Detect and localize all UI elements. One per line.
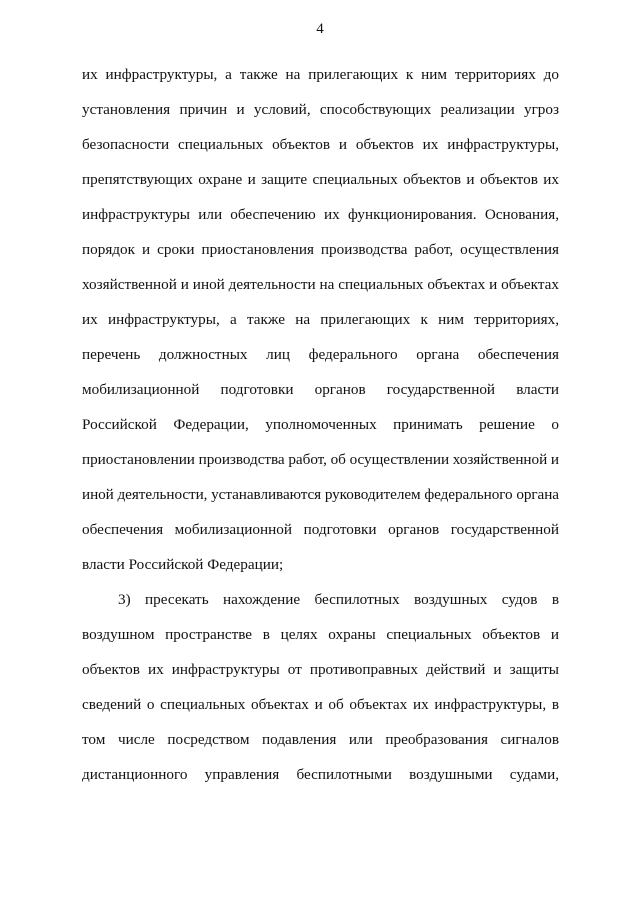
text-line: дистанционного управления беспилотными воздушными судами, (82, 766, 559, 783)
page-number: 4 (316, 21, 324, 37)
text-line: приостановлении производства работ, об осуществлении хозяйственной и (82, 451, 559, 468)
text-line: их инфраструктуры, а также на прилегающих к ним территориях до (82, 66, 559, 83)
text-line: том числе посредством подавления или преобразования сигналов (82, 731, 559, 748)
text-line: обеспечения мобилизационной подготовки органов государственной (82, 521, 559, 538)
text-line: объектов их инфраструктуры от противоправных действий и защиты (82, 661, 559, 678)
text-line: безопасности специальных объектов и объектов их инфраструктуры, (82, 136, 559, 153)
text-line: хозяйственной и иной деятельности на специальных объектах и объектах (82, 276, 559, 293)
text-line: препятствующих охране и защите специальных объектов и объектов их (82, 171, 559, 188)
text-line: сведений о специальных объектах и об объектах их инфраструктуры, в (82, 696, 559, 713)
text-line: 3) пресекать нахождение беспилотных воздушных судов в (118, 591, 559, 608)
text-line: их инфраструктуры, а также на прилегающих к ним территориях, (82, 311, 559, 328)
text-line: перечень должностных лиц федерального органа обеспечения (82, 346, 559, 363)
text-line: инфраструктуры или обеспечению их функционирования. Основания, (82, 206, 559, 223)
text-line: власти Российской Федерации; (82, 556, 284, 573)
text-line: Российской Федерации, уполномоченных принимать решение о (82, 416, 559, 433)
text-line: порядок и сроки приостановления производства работ, осуществления (82, 241, 559, 258)
text-line: иной деятельности, устанавливаются руководителем федерального органа (82, 486, 559, 503)
text-line: воздушном пространстве в целях охраны специальных объектов и (82, 626, 559, 643)
text-line: установления причин и условий, способствующих реализации угроз (82, 101, 559, 118)
text-line: мобилизационной подготовки органов государственной власти (82, 381, 559, 398)
